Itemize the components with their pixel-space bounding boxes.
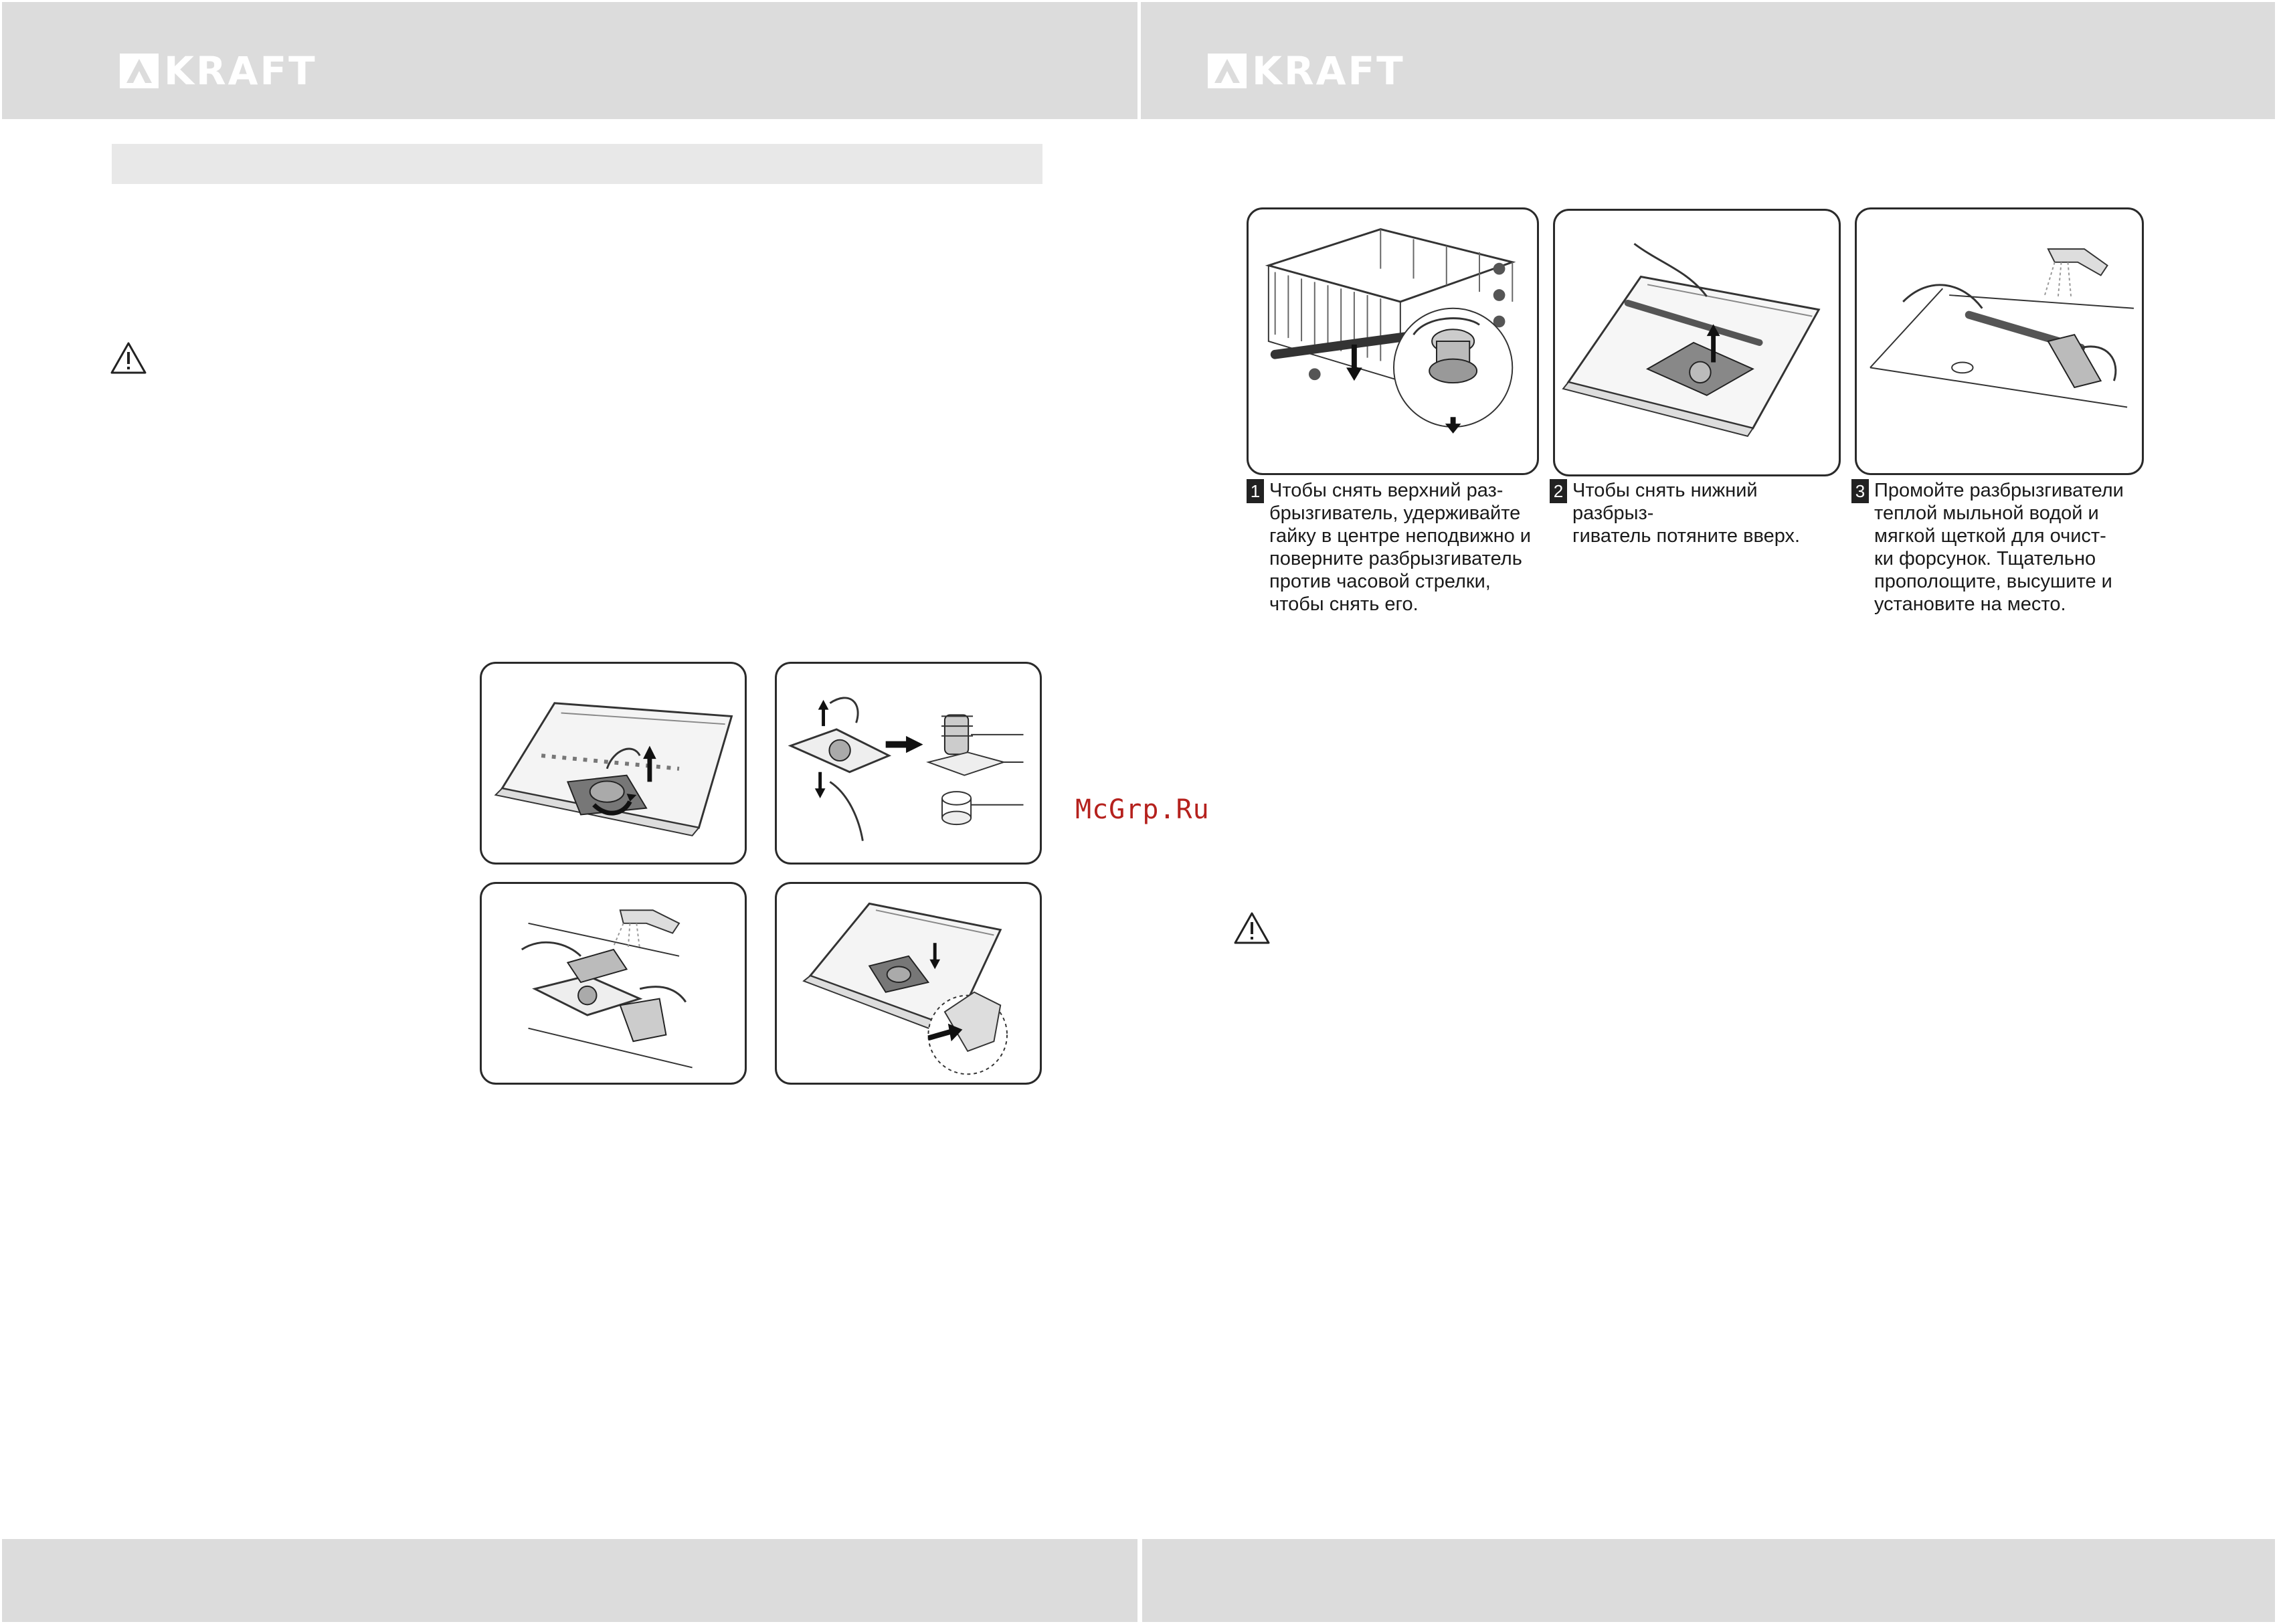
footer-left: [2, 1539, 1137, 1622]
brand-logo: [120, 48, 317, 94]
step-number: 1: [1247, 479, 1264, 503]
illustration-filter-removal: [480, 662, 747, 865]
step-text: Чтобы снять нижний разбрыз- гиватель потяните вверх.: [1572, 480, 1801, 547]
step-3: [1851, 479, 2146, 620]
warning-triangle-icon: [1233, 911, 1271, 945]
header-left: [2, 2, 1137, 119]
illustration-lower-spray-arm: [1553, 209, 1841, 476]
section-heading-bar: [112, 144, 1042, 184]
illustration-filter-rinse: [480, 882, 747, 1085]
footer-right: [1142, 1539, 2275, 1622]
header-right: [1141, 2, 2275, 119]
step-text: Чтобы снять верхний раз- брызгиватель, удерживайте гайку в центре неподвижно и поверните разбрызгиватель против часовой стрелки, чтобы снять его.: [1269, 480, 1531, 615]
step-text: Промойте разбрызгиватели теплой мыльной водой и мягкой щеткой для очист- ки форсунок. Тщательно прополощите, высушите и установите на место.: [1874, 480, 2124, 615]
illustration-rinse-spray-arms: [1855, 207, 2144, 475]
illustration-filter-parts: [775, 662, 1042, 865]
illustration-filter-install: [775, 882, 1042, 1085]
kraft-logo-icon: [1208, 54, 1247, 88]
step-2: [1550, 479, 1844, 546]
step-number: 3: [1851, 479, 1869, 503]
step-number: 2: [1550, 479, 1567, 503]
watermark: McGrp.Ru: [1075, 794, 1210, 825]
illustration-upper-spray-arm: [1247, 207, 1539, 475]
warning-triangle-icon: [110, 341, 147, 375]
brand-name: KRAFT: [1252, 48, 1405, 94]
kraft-logo-icon: [120, 54, 159, 88]
brand-logo: [1208, 48, 1405, 94]
brand-name: KRAFT: [164, 48, 317, 94]
step-1: [1247, 479, 1539, 620]
